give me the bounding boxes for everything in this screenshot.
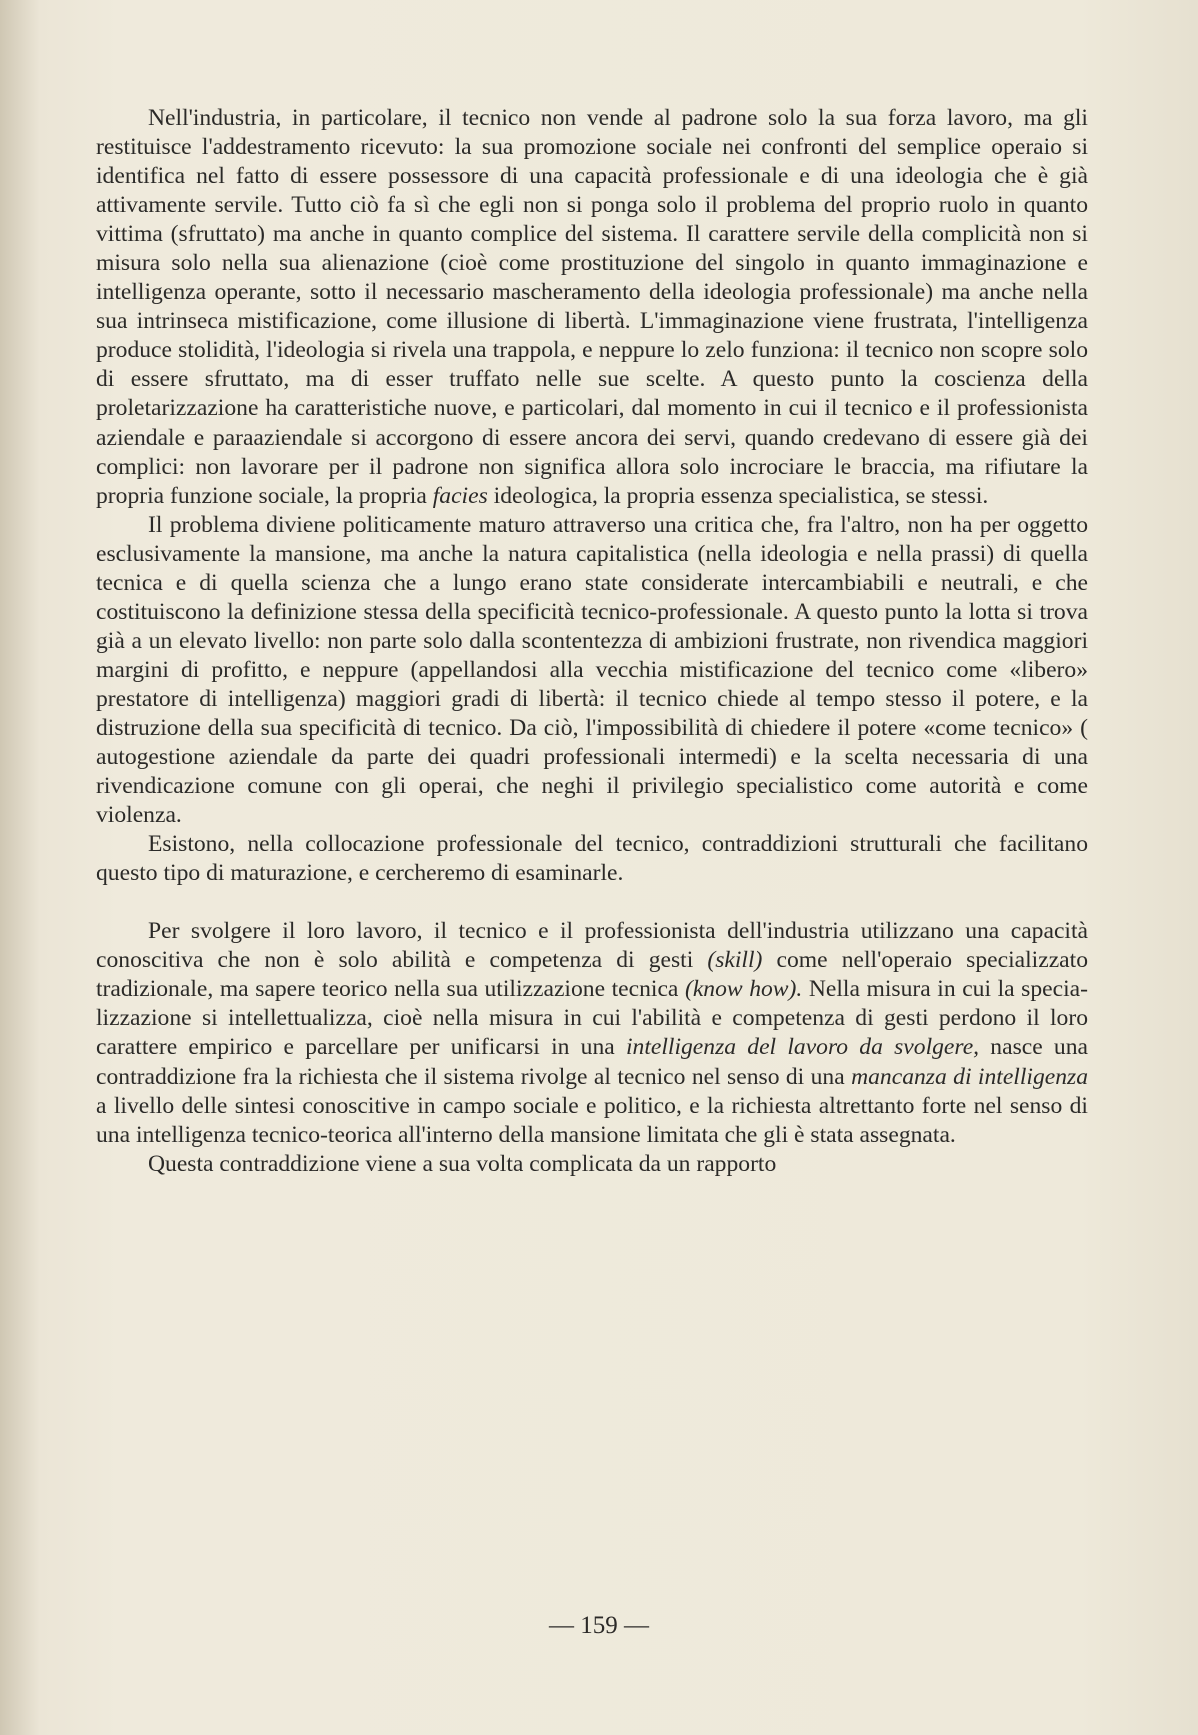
paragraph-3: Esistono, nella collocazione professionale del tecnico, contraddizioni strutturali che facilitano questo tipo di maturazione, e cercheremo di esaminarle. [96,831,1088,887]
page-number: — 159 — [549,1612,649,1639]
paragraph-4: Per svolgere il loro lavoro, il tecnico e il professionista dell'industria utilizzano una capacità conoscitiva che non è solo abilità e competenza di gesti (skill) come nell'operaio specializzato tradizionale, ma sapere teorico nella sua utilizzazione tecnica (know how). Nella misura in cui la specializzazione si intellettualizza, cioè nella misura in cui l'abilità e competenza di gesti perdono il loro carattere empirico e parcellare per unificarsi in una intelligenza del lavoro da svolgere, nasce una contraddizione fra la richiesta che il sistema rivolge al tecnico nel senso di una mancanza di intelligenza a livello delle sintesi conoscitive in campo sociale e politico, e la richiesta altrettanto forte nel senso di una intelligenza tecnico-teorica all'interno della mansione limitata che gli è stata assegnata. [96,918,1088,1148]
paragraph-5: Questa contraddizione viene a sua volta complicata da un rapporto [148,1150,777,1177]
paragraph-2: Il problema diviene politicamente maturo attraverso una critica che, fra l'altro, non ha per oggetto esclusivamente la mansione, ma anche la natura capitalistica (nella ideologia e nella prassi) di quella tecnica e di quella scienza che a lungo erano state considerate intercambiabili e neutrali, e che costituiscono la definizione stessa della specificità tecnico-professionale. A questo punto la lotta si trova già a un elevato livello: non parte solo dalla scontentezza di ambizioni frustrate, non rivendica maggiori margini di profitto, e neppure (appellandosi alla vecchia mistificazione del tecnico come «libero» prestatore di intelligenza) maggiori gradi di libertà: il tecnico chiede al tempo stesso il potere, e la distruzione della sua specificità di tecnico. Da ciò, l'impossibilità di chiedere il potere «come tecnico» ( autogestione aziendale da parte dei quadri professionali intermedi) e la scelta necessaria di una rivendicazione comune con gli operai, che neghi il privilegio specialistico come autorità e come violenza. [96,511,1088,829]
body-text [96,104,1088,1179]
paragraph-1: Nell'industria, in particolare, il tecnico non vende al padrone solo la sua forza lavoro, ma gli restituisce l'addestramento ricevuto: la sua promozione sociale nei confronti del semplice operaio si identifica nel fatto di essere possessore di una capacità professionale e di una ideologia che è già attivamente servile. Tutto ciò fa sì che egli non si ponga solo il problema del proprio ruolo in quanto vittima (sfruttato) ma anche in quanto complice del sistema. Il carattere servile della complicità non si misura solo nella sua alienazione (cioè come prostituzione del singolo in quanto immaginazione e intelligenza operante, sotto il necessario mascheramento della ideologia professionale) ma anche nella sua intrinseca mistificazione, come illusione di libertà. L'immaginazione viene frustrata, l'intelligenza produce stolidità, l'ideologia si rivela una trappola, e neppure lo zelo funziona: il tecnico non scopre solo di essere sfruttato, ma di esser truffato nelle sue scelte. A questo punto la coscienza della proletarizzazione ha caratteristiche nuove, e particolari, dal momento in cui il tecnico e il professionista aziendale e paraaziendale si accorgono di essere ancora dei servi, quando credevano di essere già dei complici: non lavorare per il padrone non significa allora solo incrociare le braccia, ma rifiutare la propria funzione sociale, la propria facies ideologica, la propria essenza specialistica, se stessi. [96,105,1088,509]
